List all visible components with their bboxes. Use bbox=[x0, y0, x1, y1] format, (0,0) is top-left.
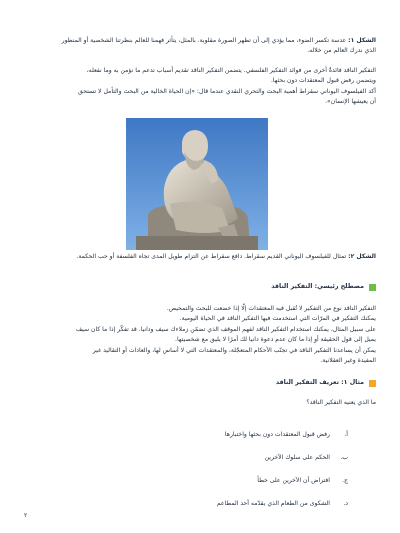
green-square-icon bbox=[369, 284, 376, 291]
definition-line: المفيدة وغير العقلانية. bbox=[320, 357, 376, 365]
figure-1-paragraph bbox=[26, 36, 376, 57]
option-letter: د. bbox=[343, 500, 348, 508]
paragraph-line: التفكير الناقد فائدةٌ أخرى من فوائد التفكير الفلسفي. يتضمن التفكير الناقد تقديم أسباب تدعم ما نؤمن به وما نفعله، bbox=[86, 66, 376, 74]
key-term-heading bbox=[26, 282, 376, 292]
figure-2-text: تمثال للفيلسوف اليوناني القديم سقراط. دافع سقراط عن التزام طويل المدى تجاه الفلسفة أو حب الحكمة. bbox=[76, 253, 347, 260]
definition-line: التفكير الناقد نوع من التفكير لا تُقبل فيه المعتقدات إلّا إذا خضعت للبحث والتمحيص. bbox=[166, 305, 376, 312]
page-number: ٢ bbox=[24, 512, 28, 519]
answer-option-c[interactable] bbox=[120, 470, 348, 493]
definition-line: على سبيل المثال، يمكنك استخدام التفكير الناقد لفهم الموقف الذي تضمّن زملاءك سيف ودانيا. قد تفكّر إذا ما كان سيف bbox=[75, 325, 376, 333]
option-text: الشكوى من الطعام الذي يقدّمه أحد المطاعم bbox=[216, 500, 330, 508]
critical-thinking-paragraph bbox=[26, 66, 376, 108]
definition-line: يميل إلى قول الحقيقة أو إذا ما كان عدم دعوة دانيا لك أمرًا لا يليق مع شخصيتها. bbox=[175, 336, 376, 344]
option-text: افتراض أن الآخرين على خطأ bbox=[257, 477, 330, 485]
option-letter: ج. bbox=[342, 477, 348, 485]
example-title: مثال ١: تعريف التفكير الناقد bbox=[275, 379, 364, 386]
paragraph-line: أن يعيشها الإنسان». bbox=[325, 98, 376, 106]
option-letter: أ. bbox=[344, 431, 348, 439]
figure-1-label: الشكل ١: bbox=[348, 37, 376, 44]
option-letter: ب. bbox=[340, 454, 348, 462]
figure-2-caption bbox=[26, 252, 376, 262]
figure-2-label: الشكل ٢: bbox=[348, 253, 376, 260]
answer-option-d[interactable] bbox=[120, 493, 348, 516]
answer-option-b[interactable] bbox=[120, 447, 348, 470]
definition-line: يمكنك التفكير في المرّات التي استخدمت فيها التفكير الناقد في الحياة اليومية. bbox=[179, 315, 376, 323]
example-heading bbox=[26, 378, 376, 388]
socrates-statue-image bbox=[126, 118, 268, 250]
option-text: الحكم على سلوك الآخرين bbox=[264, 454, 330, 462]
answer-option-a[interactable] bbox=[120, 424, 348, 447]
key-term-title: مصطلح رئيسي: التفكير الناقد bbox=[271, 283, 364, 290]
answer-options bbox=[120, 424, 348, 516]
paragraph-line: ويتضمن رفض قبول المعتقدات دون بحثها. bbox=[270, 77, 376, 85]
option-text: رفض قبول المعتقدات دون بحثها واختبارها bbox=[224, 431, 330, 439]
definition-line: يمكن أن يساعدنا التفكير الناقد في تجنّب الأحكام المتعجّلة، والمعتقدات التي لا أساس لها، والعادات أو التقاليد غير bbox=[92, 346, 376, 354]
key-term-definition bbox=[26, 304, 376, 366]
example-question: ما الذي يعنيه التفكير الناقد؟ bbox=[306, 399, 376, 406]
statue-illustration bbox=[126, 118, 268, 250]
paragraph-line: أكد الفيلسوف اليوناني سقراط أهمية البحث والتحري النقدي عندما قال: «إن الحياة الخالية من البحث والتأمل لا تستحق bbox=[78, 87, 376, 95]
orange-square-icon bbox=[369, 380, 376, 387]
figure-1-text-line1: عدسة تكسر الضوء، مما يؤدي إلى أن تظهر الصورة مقلوبة. بالمثل، يتأثر فهمنا للعالم بنظرتنا الشخصية أو المنظور bbox=[61, 37, 347, 44]
figure-1-text-line2: الذي ندرك العالم من خلاله. bbox=[307, 47, 376, 55]
